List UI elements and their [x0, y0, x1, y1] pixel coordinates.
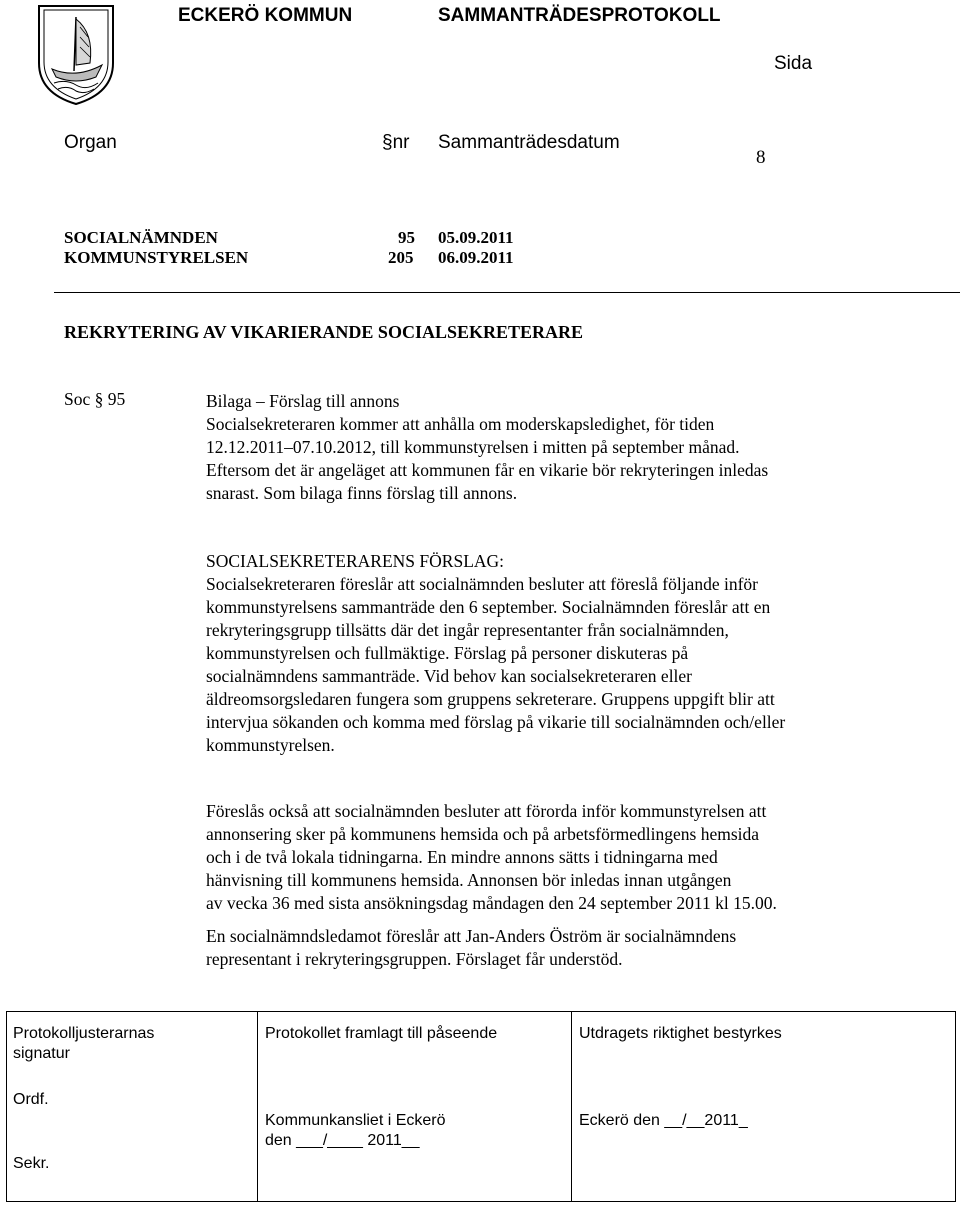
signature-heading-line: Protokolljusterarnas: [13, 1025, 155, 1042]
text-line: En socialnämndsledamot föreslår att Jan-Anders Öström är socialnämndens: [206, 926, 737, 946]
chair-label: Ordf.: [13, 1091, 49, 1108]
text-line: annonsering sker på kommunens hemsida och på arbetsförmedlingens hemsida: [206, 824, 760, 844]
section-number-label: §nr: [382, 132, 410, 153]
secretary-label: Sekr.: [13, 1155, 50, 1172]
section-title: REKRYTERING AV VIKARIERANDE SOCIALSEKRETERARE: [64, 322, 583, 342]
text-line: kommunstyrelsen och fullmäktige. Förslag på personer diskuteras på: [206, 643, 689, 663]
intro-paragraph: [206, 390, 768, 505]
text-line: Eftersom det är angeläget att kommunen får en vikarie bör rekryteringen inledas: [206, 460, 769, 480]
section-reference: Soc § 95: [64, 389, 126, 409]
meeting-organ: SOCIALNÄMNDEN: [64, 228, 218, 247]
meeting-nr: 95: [398, 228, 415, 247]
text-line: av vecka 36 med sista ansökningsdag måndagen den 24 september 2011 kl 15.00.: [206, 893, 777, 913]
signature-footer-box: [6, 1011, 956, 1202]
document-type: SAMMANTRÄDESPROTOKOLL: [438, 5, 721, 26]
text-line: snarast. Som bilaga finns förslag till annons.: [206, 483, 518, 503]
text-line: rekryteringsgrupp tillsätts där det ingår representanter från socialnämnden,: [206, 620, 729, 640]
text-line: och i de två lokala tidningarna. En mindre annons sätts i tidningarna med: [206, 847, 718, 867]
page-label: Sida: [774, 53, 813, 74]
signature-heading: [13, 1024, 154, 1064]
text-line: kommunstyrelsen.: [206, 735, 335, 755]
meeting-date: 06.09.2011: [438, 248, 514, 267]
text-line: kommunstyrelsens sammanträde den 6 september. Socialnämnden föreslår att en: [206, 597, 771, 617]
column-divider: [571, 1012, 572, 1201]
text-line: intervjua sökanden och komma med förslag på vikarie till socialnämnden och/eller: [206, 712, 786, 732]
page-number: 8: [756, 147, 766, 168]
header-divider: [54, 292, 960, 293]
municipal-coat-of-arms-logo: [36, 3, 116, 106]
text-line: representant i rekryteringsgruppen. Förslaget får understöd.: [206, 949, 623, 969]
text-line: Socialsekreteraren föreslår att socialnämnden besluter att föreslå följande inför: [206, 574, 758, 594]
signature-heading-line: signatur: [13, 1045, 70, 1062]
text-line: Bilaga – Förslag till annons: [206, 391, 400, 411]
display-date-field: den ___/____ 2011__: [265, 1132, 420, 1149]
text-line: Socialsekreteraren kommer att anhålla om moderskapsledighet, för tiden: [206, 414, 715, 434]
text-line: hänvisning till kommunens hemsida. Annonsen bör inledas innan utgången: [206, 870, 732, 890]
proposal-section: [206, 550, 785, 757]
certification-date-field: Eckerö den __/__2011_: [579, 1112, 748, 1129]
display-location: Kommunkansliet i Eckerö: [265, 1112, 446, 1129]
proposal-heading: SOCIALSEKRETERARENS FÖRSLAG:: [206, 551, 505, 571]
meeting-date: 05.09.2011: [438, 228, 514, 247]
announcement-paragraph: [206, 800, 777, 915]
text-line: Föreslås också att socialnämnden besluter att förorda inför kommunstyrelsen att: [206, 801, 767, 821]
meeting-organ: KOMMUNSTYRELSEN: [64, 248, 249, 267]
municipality-name: ECKERÖ KOMMUN: [178, 5, 353, 26]
display-heading: Protokollet framlagt till påseende: [265, 1025, 498, 1042]
text-line: 12.12.2011–07.10.2012, till kommunstyrelsen i mitten på september månad.: [206, 437, 740, 457]
meeting-nr: 205: [388, 248, 414, 267]
text-line: äldreomsorgsledaren fungera som gruppens sekreterare. Gruppens uppgift blir att: [206, 689, 775, 709]
column-divider: [257, 1012, 258, 1201]
meeting-date-label: Sammanträdesdatum: [438, 132, 620, 153]
member-paragraph: [206, 925, 736, 971]
organ-label: Organ: [64, 132, 117, 153]
certification-heading: Utdragets riktighet bestyrkes: [579, 1025, 782, 1042]
text-line: socialnämndens sammanträde. Vid behov kan socialsekreteraren eller: [206, 666, 693, 686]
